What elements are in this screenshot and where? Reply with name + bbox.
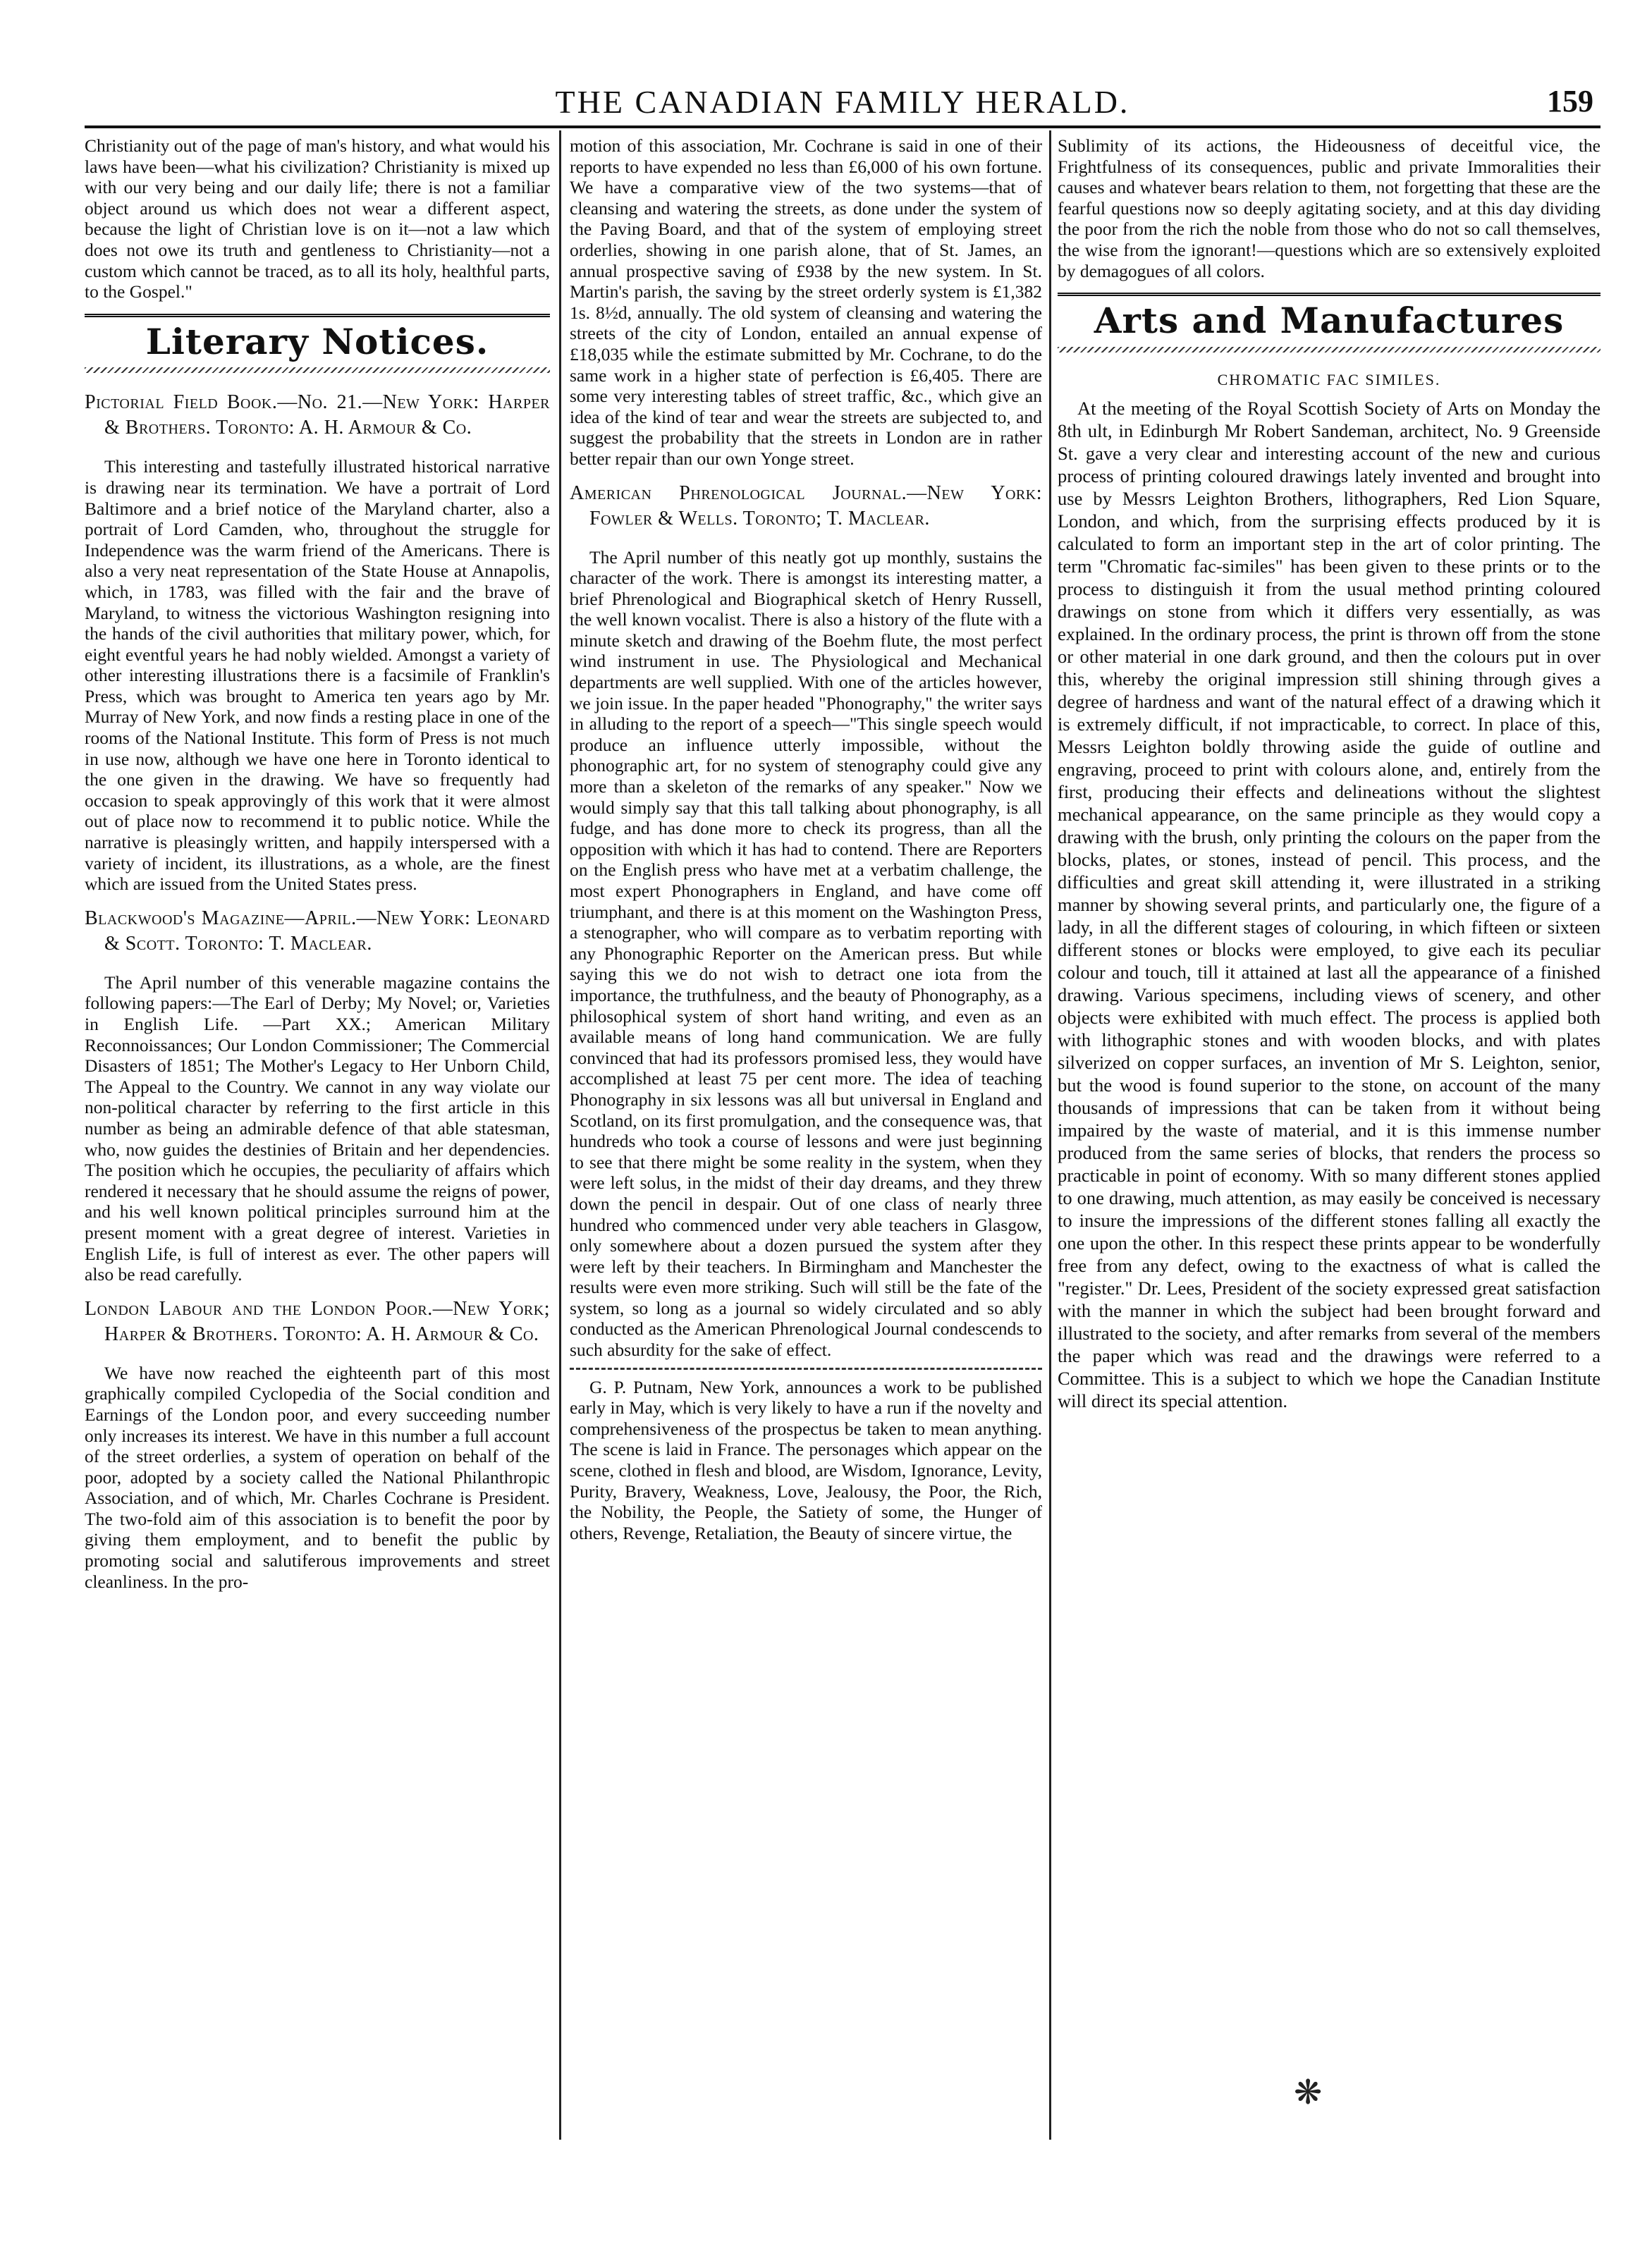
ornamental-rule xyxy=(1058,347,1601,353)
notice-heading: Pictorial Field Book.—No. 21.—New York: Harper & Brothers. Toronto: A. H. Armour & Co. xyxy=(85,391,550,439)
page-number: 159 xyxy=(1547,84,1593,118)
article-body: At the meeting of the Royal Scottish Society of Arts on Monday the 8th ult, in Edinburgh Mr Robert Sandeman, architect, No. 9 Greenside St. gave a very clear and interesting account of the new and curious process of printing coloured drawings lately invented and brought into use by Messrs Leighton Brothers, lithographers, Red Lion Square, London, and which, from the surprising effects produced by it is calculated to form an important step in the art of color printing. The term "Chromatic fac-similes" has been given to these prints or to the process to distinguish it from the usual method printing coloured drawings on stone from which it differs very essentially, as was explained. In the ordinary process, the print is thrown off from the stone or other material in one dark ground, and then the colours put in over this, whereby the original impression still shining through gives a degree of hardness and want of the natural effect of a drawing which it is extremely difficult, if not impracticable, to correct. In place of this, Messrs Leighton boldly throwing aside the guide of outline and engraving, proceed to print with colours alone, and, entirely from the first, producing their effects and delineations without the slightest mechanical appearance, on the same principle as they would copy a drawing with the brush, only printing the colours on the paper from the blocks, plates, or stones, instead of pencil. This process, and the difficulties and great skill attending it, were illustrated in a striking manner by showing several prints, and particularly one, the figure of a lady, in all the different stages of colouring, in which fifteen or sixteen different stones or blocks were employed, to give each its peculiar colour and touch, till it attained at last all the appearance of a finished drawing. Various specimens, including views of scenery, and other objects were exhibited with much effect. The process is applied both with lithographic stones and with wooden blocks, and with plates silverized on copper surfaces, an invention of Mr S. Leighton, senior, but the wood is found superior to the stone, on account of the many thousands of impressions that can be taken from it without being impaired by the waste of material, and it is this immense number produced from the same series of blocks, that renders the process so practicable in point of economy. With so many different stones applied to one drawing, much attention, as may easily be conceived is necessary to insure the impressions of the different stones falling all exactly the one upon the other. In this respect these prints appear to be wonderfully free from any defect, owing to the exactness of what is called the "register." Dr. Lees, President of the society expressed great satisfaction with the manner in which the subject had been brought forward and illustrated to the society, and after remarks from several of the members the paper which was read and the drawings were referred to a Committee. This is a subject to which we hope the Canadian Institute will direct its special attention. xyxy=(1058,398,1601,1412)
header-rule xyxy=(85,125,1601,128)
notice-heading: American Phrenological Journal.—New York: Fowler & Wells. Toronto; T. Maclear. xyxy=(570,482,1042,529)
article-title: CHROMATIC FAC SIMILES. xyxy=(1217,370,1441,388)
continued-paragraph: Sublimity of its actions, the Hideousness of deceitful vice, the Frightfulness of its consequences, public and private Immoralities their causes and whatever bears relation to them, not forgetting that these are the fearful questions now so deeply agitating society, and at this day dividing the poor from the rich the noble from those who do not so call themselves, the wise from the ignorant!—questions which are so extensively exploited by demagogues of all colors. xyxy=(1058,135,1601,281)
section-heading-literary-notices: Literary Notices. xyxy=(145,320,489,362)
section-rule xyxy=(85,314,550,317)
notice-body: This interesting and tastefully illustrated historical narrative is drawing near its termination. We have a portrait of Lord Baltimore and a brief notice of the Maryland charter, also a portrait of Lord Camden, who, throughout the struggle for Independence was the warm friend of the Americans. There is also a very neat representation of the State House at Annapolis, which, in 1783, was filled with the fair and the brave of Maryland, to witness the victorious Washington resigning into the hands of the civil authorities that military power, which, for eight eventful years he had nobly wielded. Amongst a variety of other interesting illustrations there is a facsimile of Franklin's Press, which was brought to America ten years ago by Mr. Murray of New York, and now finds a resting place in one of the rooms of the National Institute. This form of Press is not much in use now, although we have one here in Toronto identical to the one given in the drawing. We have so frequently had occasion to speak approvingly of this work that it were almost out of place now to recommend it to public notice. While the narrative is pleasingly written, and happily interspersed with a variety of incident, its illustrations, as a whole, are the finest which are issued from the United States press. xyxy=(85,456,550,895)
column-1 xyxy=(85,135,550,2250)
continued-paragraph: Christianity out of the page of man's history, and what would his laws have been—what his civilization? Christianity is mixed up with our very being and our daily life; there is not a familiar object around us which does not wear a different aspect, because the light of Christian love is on it—not a law which does not owe its truth and gentleness to Christianity—not a custom which cannot be traced, as to all its holy, healthful parts, to the Gospel." xyxy=(85,135,550,302)
end-ornament: ❋ xyxy=(1294,2074,1323,2111)
continued-paragraph: motion of this association, Mr. Cochrane is said in one of their reports to have expended no less than £6,000 of his own fortune. We have a comparative view of the two systems—that of cleansing and watering the streets, as done under the system of the Paving Board, and that of the system of employing street orderlies, showing in one parish alone, that of St. James, an annual prospective saving of £938 by the new system. In St. Martin's parish, the saving by the street orderly system is £1,382 1s. 8½d, annually. The old system of cleansing and watering the streets of the city of London, entailed an annual expense of £18,035 while the estimate submitted by Mr. Cochrane, to do the same work in a higher state of perfection is £6,405. There are some very interesting tables of street traffic, &c., which give an idea of the kind of tear and wear the streets are subjected to, and suggest the probability that the streets in London are in rather better repair than our own Yonge street. xyxy=(570,135,1042,469)
notice-body: The April number of this neatly got up monthly, sustains the character of the work. There is amongst its interesting matter, a brief Phrenological and Biographical sketch of Henry Russell, the well known vocalist. There is also a history of the flute with a minute sketch and drawing of the Boehm flute, the most perfect wind instrument in use. The Physiological and Mechanical departments are well supplied. With one of the articles however, we join issue. In the paper headed "Phonography," the writer says in alluding to the report of a speech—"This single speech would produce an influence utterly impossible, without the phonographic art, for no system of stenography could give any more than a skeleton of the remarks of any speaker." Now we would simply say that this tall talking about phonography, is all fudge, and has done more to check its progress, than all the opposition with which it has had to contend. There are Reporters on the English press who have met at a verbatim challenge, the most expert Phonographers in England, and have come off triumphant, and there is at this moment on the Washington Press, a stenographer, who will compare as to verbatim reporting with any Phonographic Reporter on the American press. But while saying this we do not wish to detract one iota from the importance, the truthfulness, and the beauty of Phonography, as a philosophical system of short hand writing, and even as an available means of long hand communication. We are fully convinced that had its professors promised less, they would have accomplished at least 75 per cent more. The idea of teaching Phonography in six lessons was all but universal in England and Scotland, on its first promulgation, and the consequence was, that hundreds who took a course of lessons and were just beginning to see that there might be some reality in the system, when they were left solus, in the midst of their day dreams, and they threw down the pencil in despair. Out of one class of nearly three hundred who commenced under very able teachers in Glasgow, only somewhere about a dozen pursued the system after they were left by their teachers. In Birmingham and Manchester the results were even more striking. Such will still be the fate of the system, so long as a journal so widely circulated and so ably conducted as the American Phrenological Journal condescends to such absurdity for the sake of effect. xyxy=(570,546,1042,1361)
column-divider-2 xyxy=(1049,130,1051,2140)
column-3 xyxy=(1058,135,1601,2025)
column-2 xyxy=(570,135,1042,2176)
running-head xyxy=(85,83,1601,125)
ornamental-rule xyxy=(85,367,550,373)
notice-body: G. P. Putnam, New York, announces a work to be published early in May, which is very likely to have a run if the novelty and comprehensiveness of the prospectus be taken to mean anything. The scene is laid in France. The personages which appear on the scene, clothed in flesh and blood, are Wisdom, Ignorance, Levity, Purity, Bravery, Weakness, Love, Jealousy, the Poor, the Rich, the Nobility, the People, the Satiety of some, the Hunger of others, Revenge, Retaliation, the Beauty of sincere virtue, the xyxy=(570,1376,1042,1543)
page-title: THE CANADIAN FAMILY HERALD. xyxy=(555,84,1130,120)
column-divider-1 xyxy=(559,130,561,2140)
divider-rule xyxy=(570,1368,1042,1370)
notice-heading: London Labour and the London Poor.—New York; Harper & Brothers. Toronto: A. H. Armour & Co. xyxy=(85,1297,550,1345)
notice-body: We have now reached the eighteenth part of this most graphically compiled Cyclopedia of the Social condition and Earnings of the London poor, and every succeeding number only increases its interest. We have in this number a full account of the street orderlies, a system of operation on behalf of the poor, adopted by a society called the National Philanthropic Association, and of which, Mr. Charles Cochrane is President. The two-fold aim of this association is to benefit the poor by giving them employment, and to benefit the public by promoting social and salutiferous improvements and street cleanliness. In the pro- xyxy=(85,1362,550,1592)
section-rule xyxy=(1058,293,1601,296)
section-heading-arts-and-manufactures: Arts and Manufactures xyxy=(1094,300,1565,342)
notice-body: The April number of this venerable magazine contains the following papers:—The Earl of Derby; My Novel; or, Varieties in English Life. —Part XX.; American Military Reconnoissances; Our London Commissioner; The Commercial Disasters of 1851; The Mother's Legacy to Her Unborn Child, The Appeal to the Country. We cannot in any way violate our non-political character by referring to the first article in this number as being an admirable defence of that able statesman, who, now guides the destinies of Britain and her dependencies. The position which he occupies, the peculiarity of affairs which rendered it necessary that he should assume the reigns of power, and his well known political principles surround him at the present moment with a great degree of interest. Varieties in English Life, is full of interest as ever. The other papers will also be read carefully. xyxy=(85,971,550,1285)
notice-heading: Blackwood's Magazine—April.—New York: Leonard & Scott. Toronto: T. Maclear. xyxy=(85,907,550,955)
